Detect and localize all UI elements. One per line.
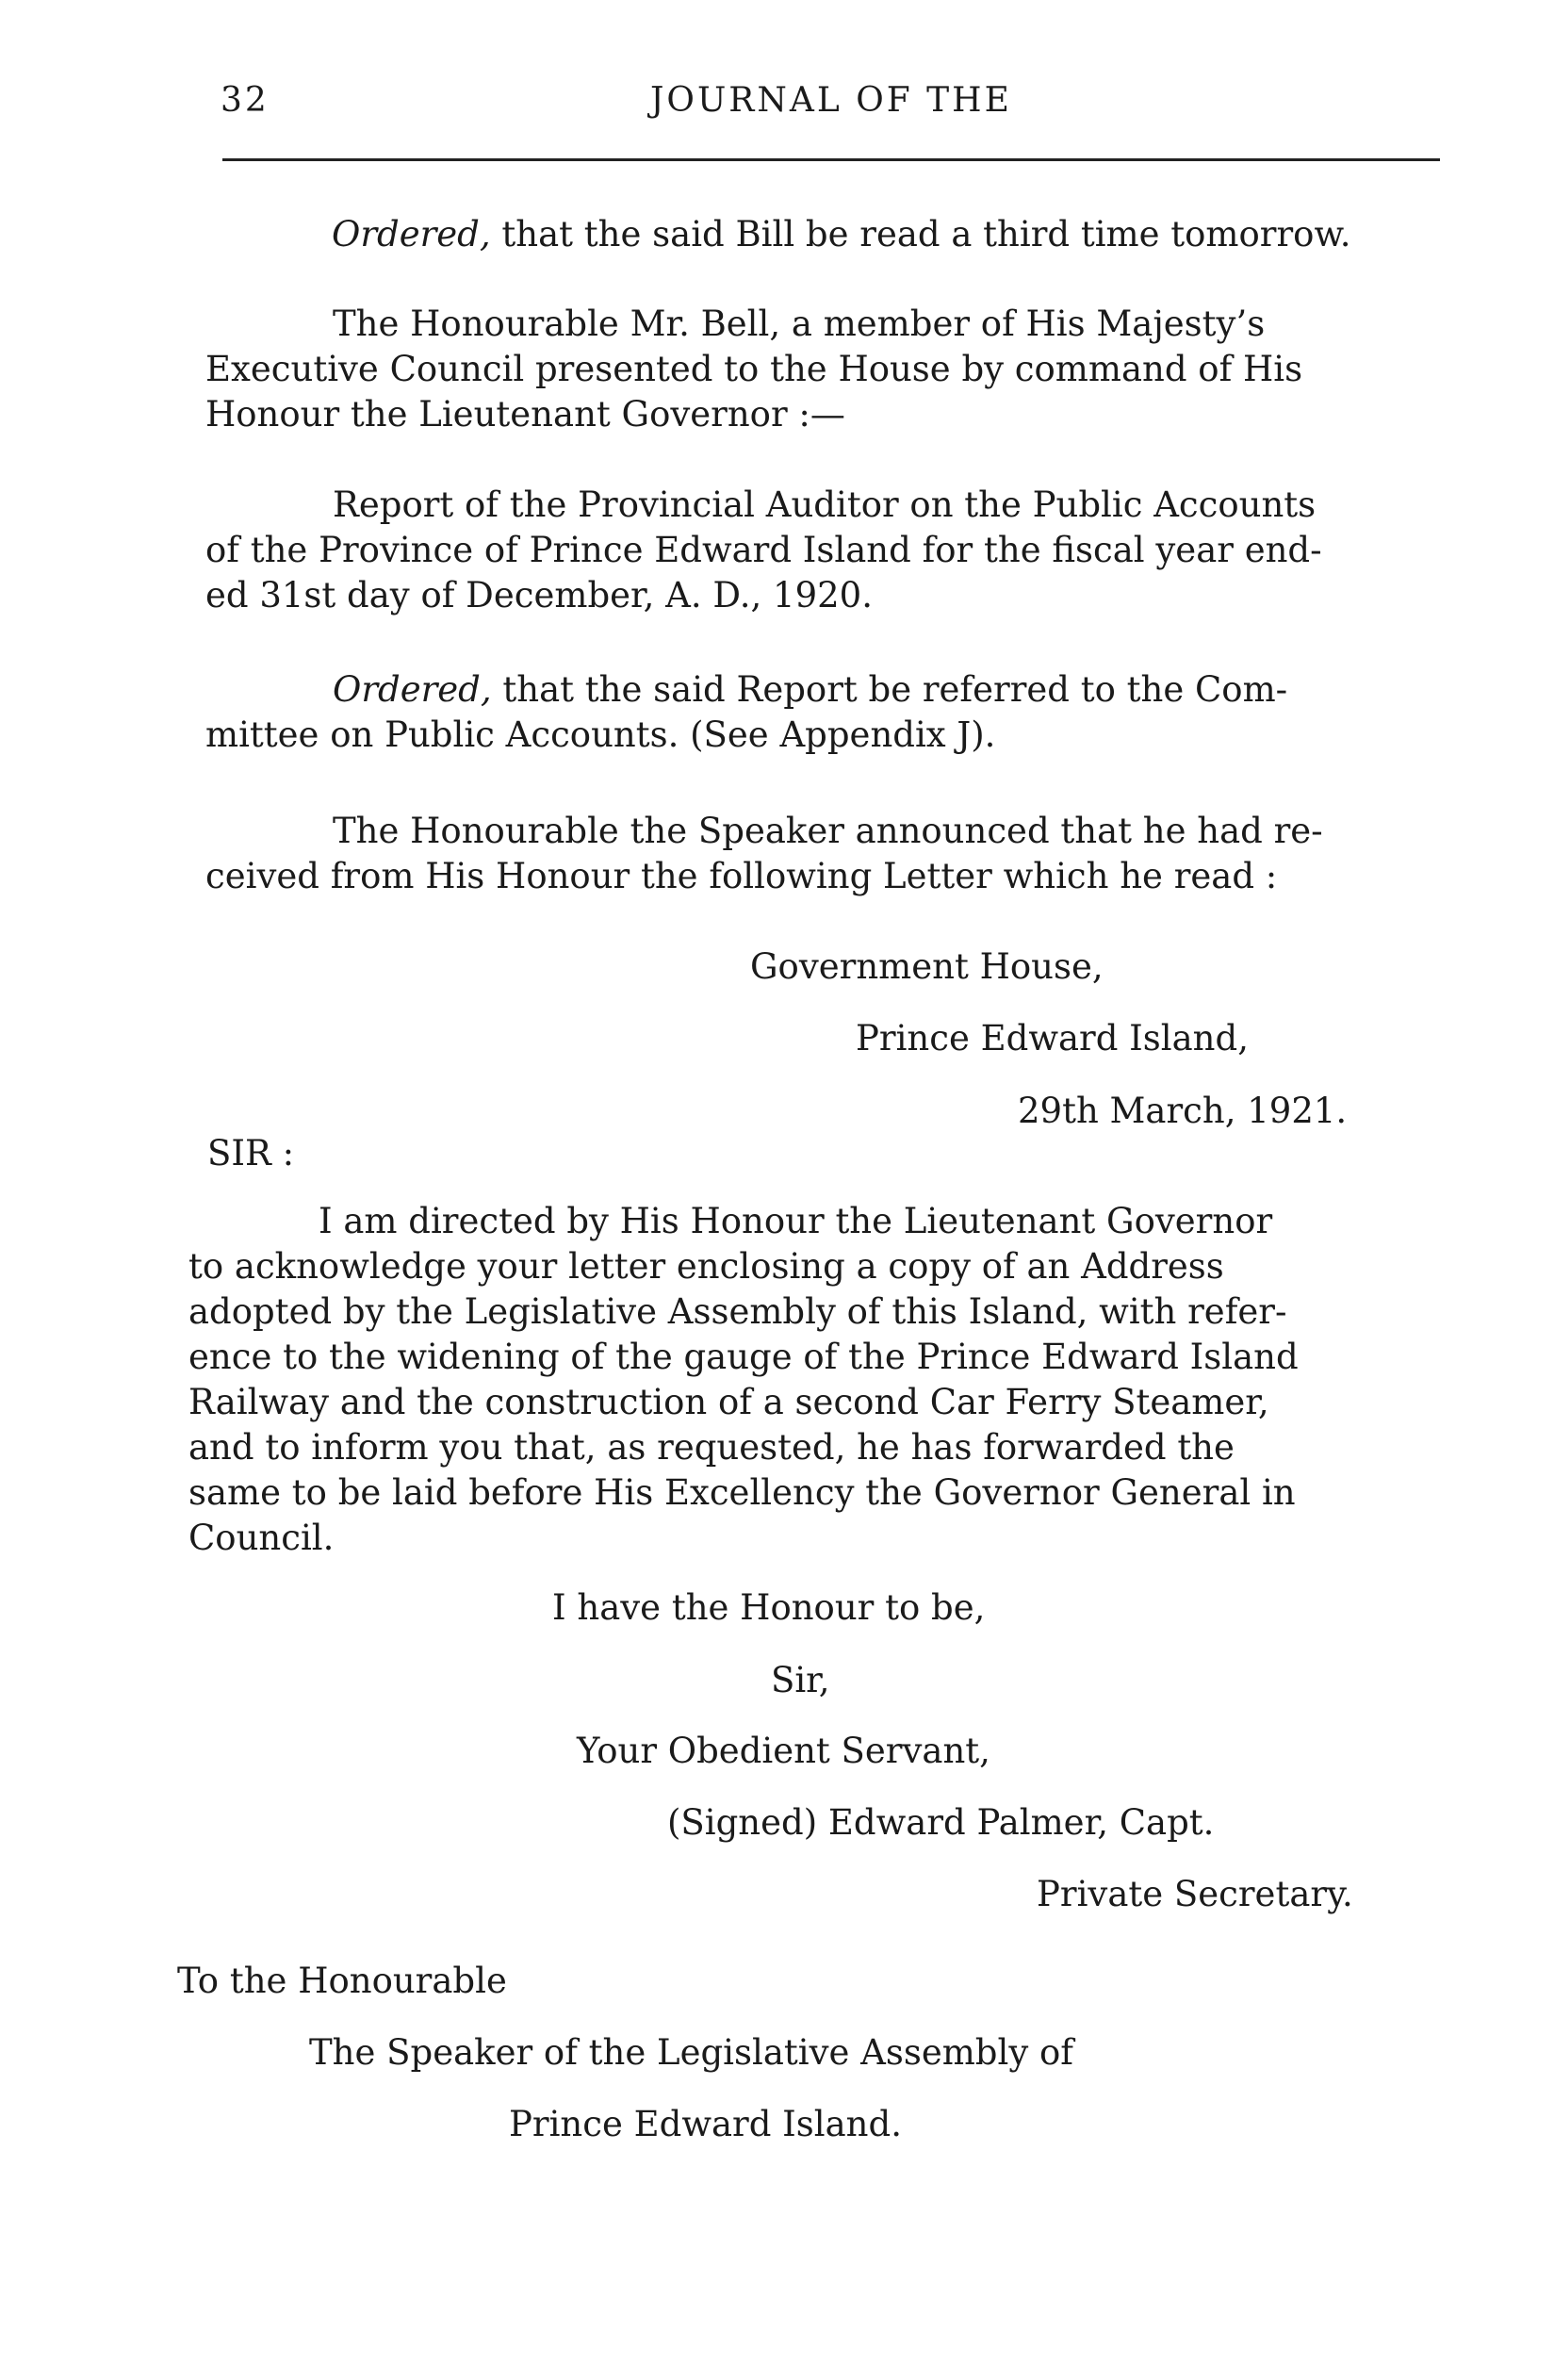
letter-line: to acknowledge your letter enclosing a copy of an Address (188, 1246, 1224, 1287)
paragraph-auditor-report (205, 483, 1440, 618)
paragraph-line: The Honourable the Speaker announced that he had re- (333, 811, 1323, 851)
letter-line: same to be laid before His Excellency the Governor General in (188, 1472, 1296, 1513)
paragraph-line: ceived from His Honour the following Letter which he read : (205, 856, 1278, 896)
paragraph-line: Executive Council presented to the House by command of His (205, 349, 1303, 389)
paragraph-line: of the Province of Prince Edward Island for the fiscal year end- (205, 530, 1322, 570)
paragraph-line: Honour the Lieutenant Governor :— (205, 394, 845, 435)
page-number: 32 (221, 81, 270, 120)
ordered-label: Ordered, (333, 669, 492, 710)
letter-closing: I have the Honour to be, (552, 1587, 986, 1628)
paragraph-line (205, 667, 1440, 713)
letter-line: and to inform you that, as requested, he has forwarded the (188, 1427, 1235, 1468)
header-rule (222, 158, 1440, 161)
paragraph-speaker-announced (205, 809, 1440, 899)
letter-line: ence to the widening of the gauge of the Prince Edward Island (188, 1337, 1299, 1377)
paragraph-ordered-third-reading (332, 212, 1350, 257)
letter-closing: Your Obedient Servant, (577, 1731, 990, 1771)
ordered-label: Ordered, (332, 214, 491, 254)
letter-salutation: SIR : (207, 1133, 295, 1174)
paragraph-line: Report of the Provincial Auditor on the Public Accounts (333, 484, 1317, 525)
letter-line: Council. (188, 1518, 335, 1558)
letter-closing: Sir, (771, 1660, 830, 1700)
letter-signature: (Signed) Edward Palmer, Capt. (667, 1802, 1215, 1843)
addressee-line: Prince Edward Island. (509, 2104, 902, 2144)
paragraph-text: that the said Report be referred to the Com- (491, 669, 1288, 710)
running-title: JOURNAL OF THE (650, 81, 1012, 120)
letter-address-line: Prince Edward Island, (856, 1018, 1249, 1059)
addressee-line: The Speaker of the Legislative Assembly of (309, 2032, 1073, 2073)
paragraph-honourable-bell (205, 302, 1440, 437)
paragraph-text: that the said Bill be read a third time tomorrow. (490, 214, 1351, 254)
letter-line: I am directed by His Honour the Lieutenant Governor (319, 1201, 1273, 1241)
paragraph-line: The Honourable Mr. Bell, a member of His Majesty’s (333, 304, 1266, 344)
paragraph-line: ed 31st day of December, A. D., 1920. (205, 575, 873, 616)
letter-date: 29th March, 1921. (1018, 1091, 1348, 1131)
letter-body (188, 1199, 1425, 1561)
letter-address-line: Government House, (750, 946, 1104, 987)
paragraph-ordered-referred (205, 667, 1440, 758)
letter-line: adopted by the Legislative Assembly of this Island, with refer- (188, 1291, 1287, 1332)
letter-line: Railway and the construction of a second Car Ferry Steamer, (188, 1382, 1269, 1422)
letter-signature-title: Private Secretary. (1037, 1874, 1353, 1914)
paragraph-line: mittee on Public Accounts. (See Appendix J). (205, 714, 996, 755)
addressee-line: To the Honourable (177, 1961, 507, 2001)
